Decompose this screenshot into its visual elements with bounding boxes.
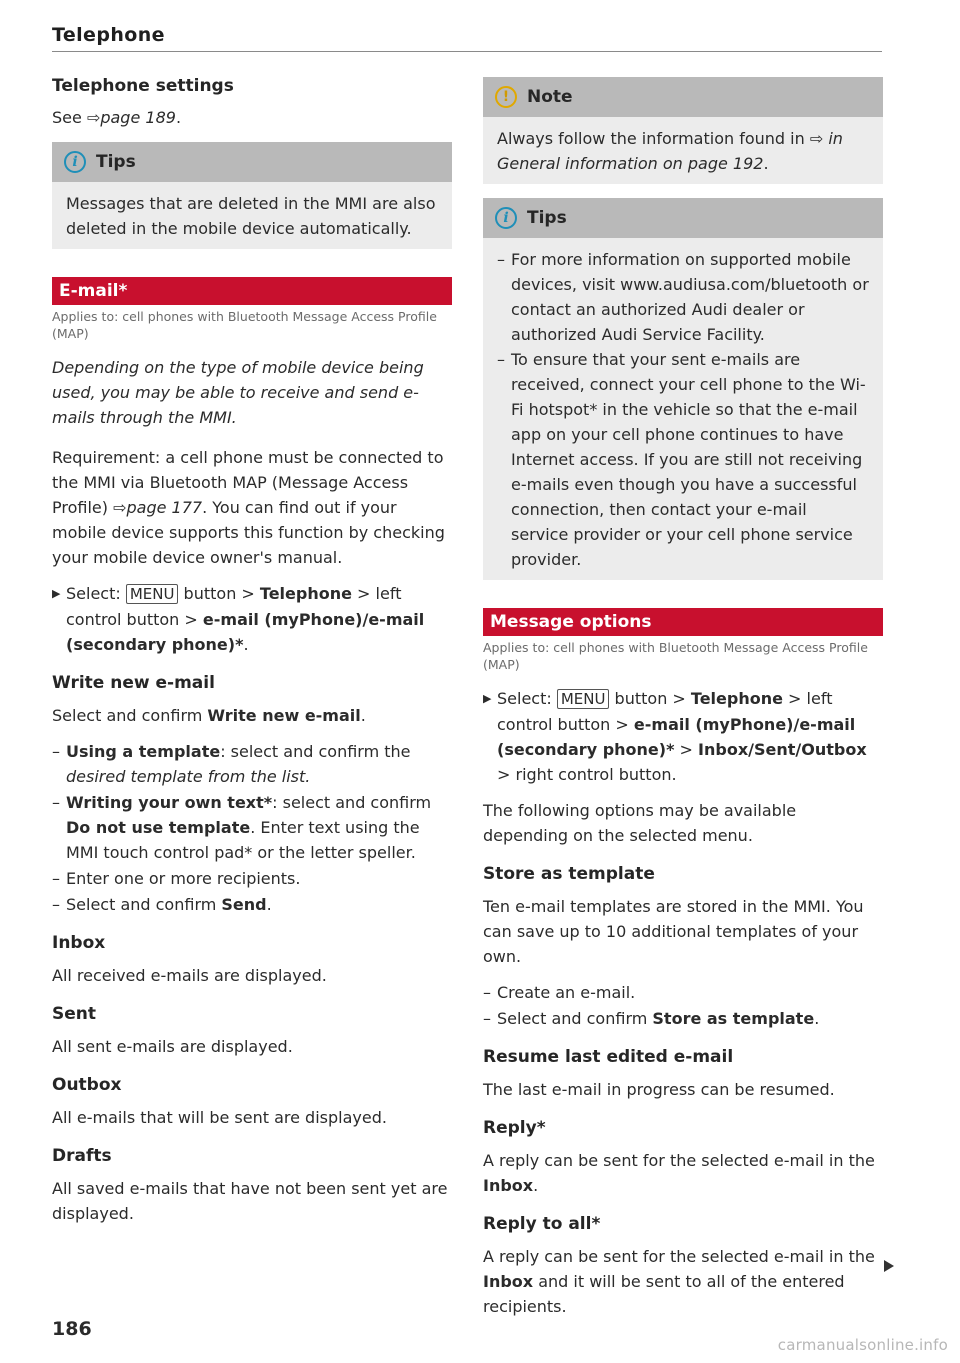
sent-text: All sent e-mails are displayed. <box>52 1037 293 1056</box>
menu-key-label: MENU <box>557 689 610 709</box>
list-item: – Using a template: select and confirm the desired template from the list. <box>52 742 411 786</box>
list-item: – Select and confirm Store as template. <box>483 1009 820 1028</box>
email-section-banner: E-mail* <box>52 277 452 305</box>
message-options-banner: Message options <box>483 608 883 636</box>
warning-icon: ! <box>495 86 517 108</box>
note-box <box>483 77 883 184</box>
email-applies-to: Applies to: cell phones with Bluetooth Message Access Profile (MAP) <box>52 309 437 341</box>
section-header-title: Telephone <box>52 24 165 46</box>
store-template-text: Ten e-mail templates are stored in the MMI. You can save up to 10 additional templates of your own. <box>483 897 864 966</box>
reply-all-heading: Reply to all* <box>483 1214 601 1234</box>
email-intro: Depending on the type of mobile device being used, you may be able to receive and send e-mails through the MMI. <box>52 358 424 427</box>
inbox-heading: Inbox <box>52 933 106 953</box>
drafts-text: All saved e-mails that have not been sent yet are displayed. <box>52 1179 448 1223</box>
menu-key-label: MENU <box>126 584 179 604</box>
write-email-heading: Write new e-mail <box>52 673 215 693</box>
store-template-heading: Store as template <box>483 864 655 884</box>
page-link[interactable]: page 177 <box>126 498 203 517</box>
tips-box <box>52 142 452 249</box>
tips-title: Tips <box>96 152 136 172</box>
list-item: – Select and confirm Send. <box>52 895 272 914</box>
left-column <box>52 70 452 1226</box>
note-text: Always follow the information found in ⇨ in General information on page 192. <box>497 129 843 173</box>
arrow-right-icon: ⇨ <box>86 108 101 127</box>
continue-arrow-icon <box>884 1260 894 1272</box>
sent-heading: Sent <box>52 1004 97 1024</box>
triangle-bullet-icon: ▶ <box>52 587 61 600</box>
arrow-right-icon: ⇨ <box>113 498 127 517</box>
reply-text: A reply can be sent for the selected e-mail in the Inbox. <box>483 1151 875 1195</box>
options-applies-to: Applies to: cell phones with Bluetooth Message Access Profile (MAP) <box>483 640 868 672</box>
resume-heading: Resume last edited e-mail <box>483 1047 734 1067</box>
right-column <box>483 77 883 1319</box>
tips-box-header <box>52 142 452 182</box>
outbox-heading: Outbox <box>52 1075 122 1095</box>
watermark-text: carmanualsonline.info <box>777 1336 948 1354</box>
page-number: 186 <box>52 1318 92 1340</box>
tips-title: Tips <box>527 208 567 228</box>
telephone-settings-see: See ⇨page 189. <box>52 108 182 127</box>
list-item: – Create an e-mail. <box>483 983 636 1002</box>
list-item: – Writing your own text*: select and confirm Do not use template. Enter text using the MMI touch control pad* or the letter speller. <box>52 793 432 862</box>
header-divider <box>52 51 882 52</box>
note-title: Note <box>527 87 573 107</box>
note-box-header <box>483 77 883 117</box>
resume-text: The last e-mail in progress can be resumed. <box>483 1080 835 1099</box>
reply-all-text: A reply can be sent for the selected e-mail in the Inbox and it will be sent to all of the entered recipients. <box>483 1247 875 1316</box>
tips-box-header <box>483 198 883 238</box>
reply-heading: Reply* <box>483 1118 546 1138</box>
telephone-settings-heading: Telephone settings <box>52 76 234 96</box>
page-link[interactable]: in General information on page 192 <box>497 129 843 173</box>
tips-text: Messages that are deleted in the MMI are also deleted in the mobile device automatically. <box>66 194 436 238</box>
email-requirement: Requirement: a cell phone must be connected to the MMI via Bluetooth MAP (Message Access Profile) ⇨page 177. You can find out if your mobile device supports this function by checking your mobile device owner's manual. <box>52 448 445 567</box>
write-email-instruction: Select and confirm Write new e-mail. <box>52 706 366 725</box>
inbox-text: All received e-mails are displayed. <box>52 966 327 985</box>
list-item: – To ensure that your sent e-mails are received, connect your cell phone to the Wi-Fi hotspot* in the vehicle so that the e-mail app on your cell phone continues to have Internet access. If you are still not receiving e-mails even though you have a successful connection, then contact your e-mail service provider or your cell phone service provider. <box>497 350 866 569</box>
arrow-right-icon: ⇨ <box>809 129 824 148</box>
info-icon: i <box>64 151 86 173</box>
options-select-step: ▶ Select: MENU button > Telephone > left control button > e-mail (myPhone)/e-mail (secondary phone)* > Inbox/Sent/Outbox > right control button. <box>483 686 883 787</box>
page-link[interactable]: page 189 <box>100 108 176 127</box>
list-item: – For more information on supported mobile devices, visit www.audiusa.com/bluetooth or contact an authorized Audi dealer or authorized Audi Service Facility. <box>497 250 869 344</box>
drafts-heading: Drafts <box>52 1146 112 1166</box>
list-item: – Enter one or more recipients. <box>52 869 301 888</box>
triangle-bullet-icon: ▶ <box>483 692 492 705</box>
email-select-step: ▶ Select: MENU button > Telephone > left control button > e-mail (myPhone)/e-mail (secondary phone)*. <box>52 581 452 657</box>
tips-box <box>483 198 883 580</box>
options-following: The following options may be available depending on the selected menu. <box>483 801 797 845</box>
info-icon: i <box>495 207 517 229</box>
outbox-text: All e-mails that will be sent are displayed. <box>52 1108 387 1127</box>
